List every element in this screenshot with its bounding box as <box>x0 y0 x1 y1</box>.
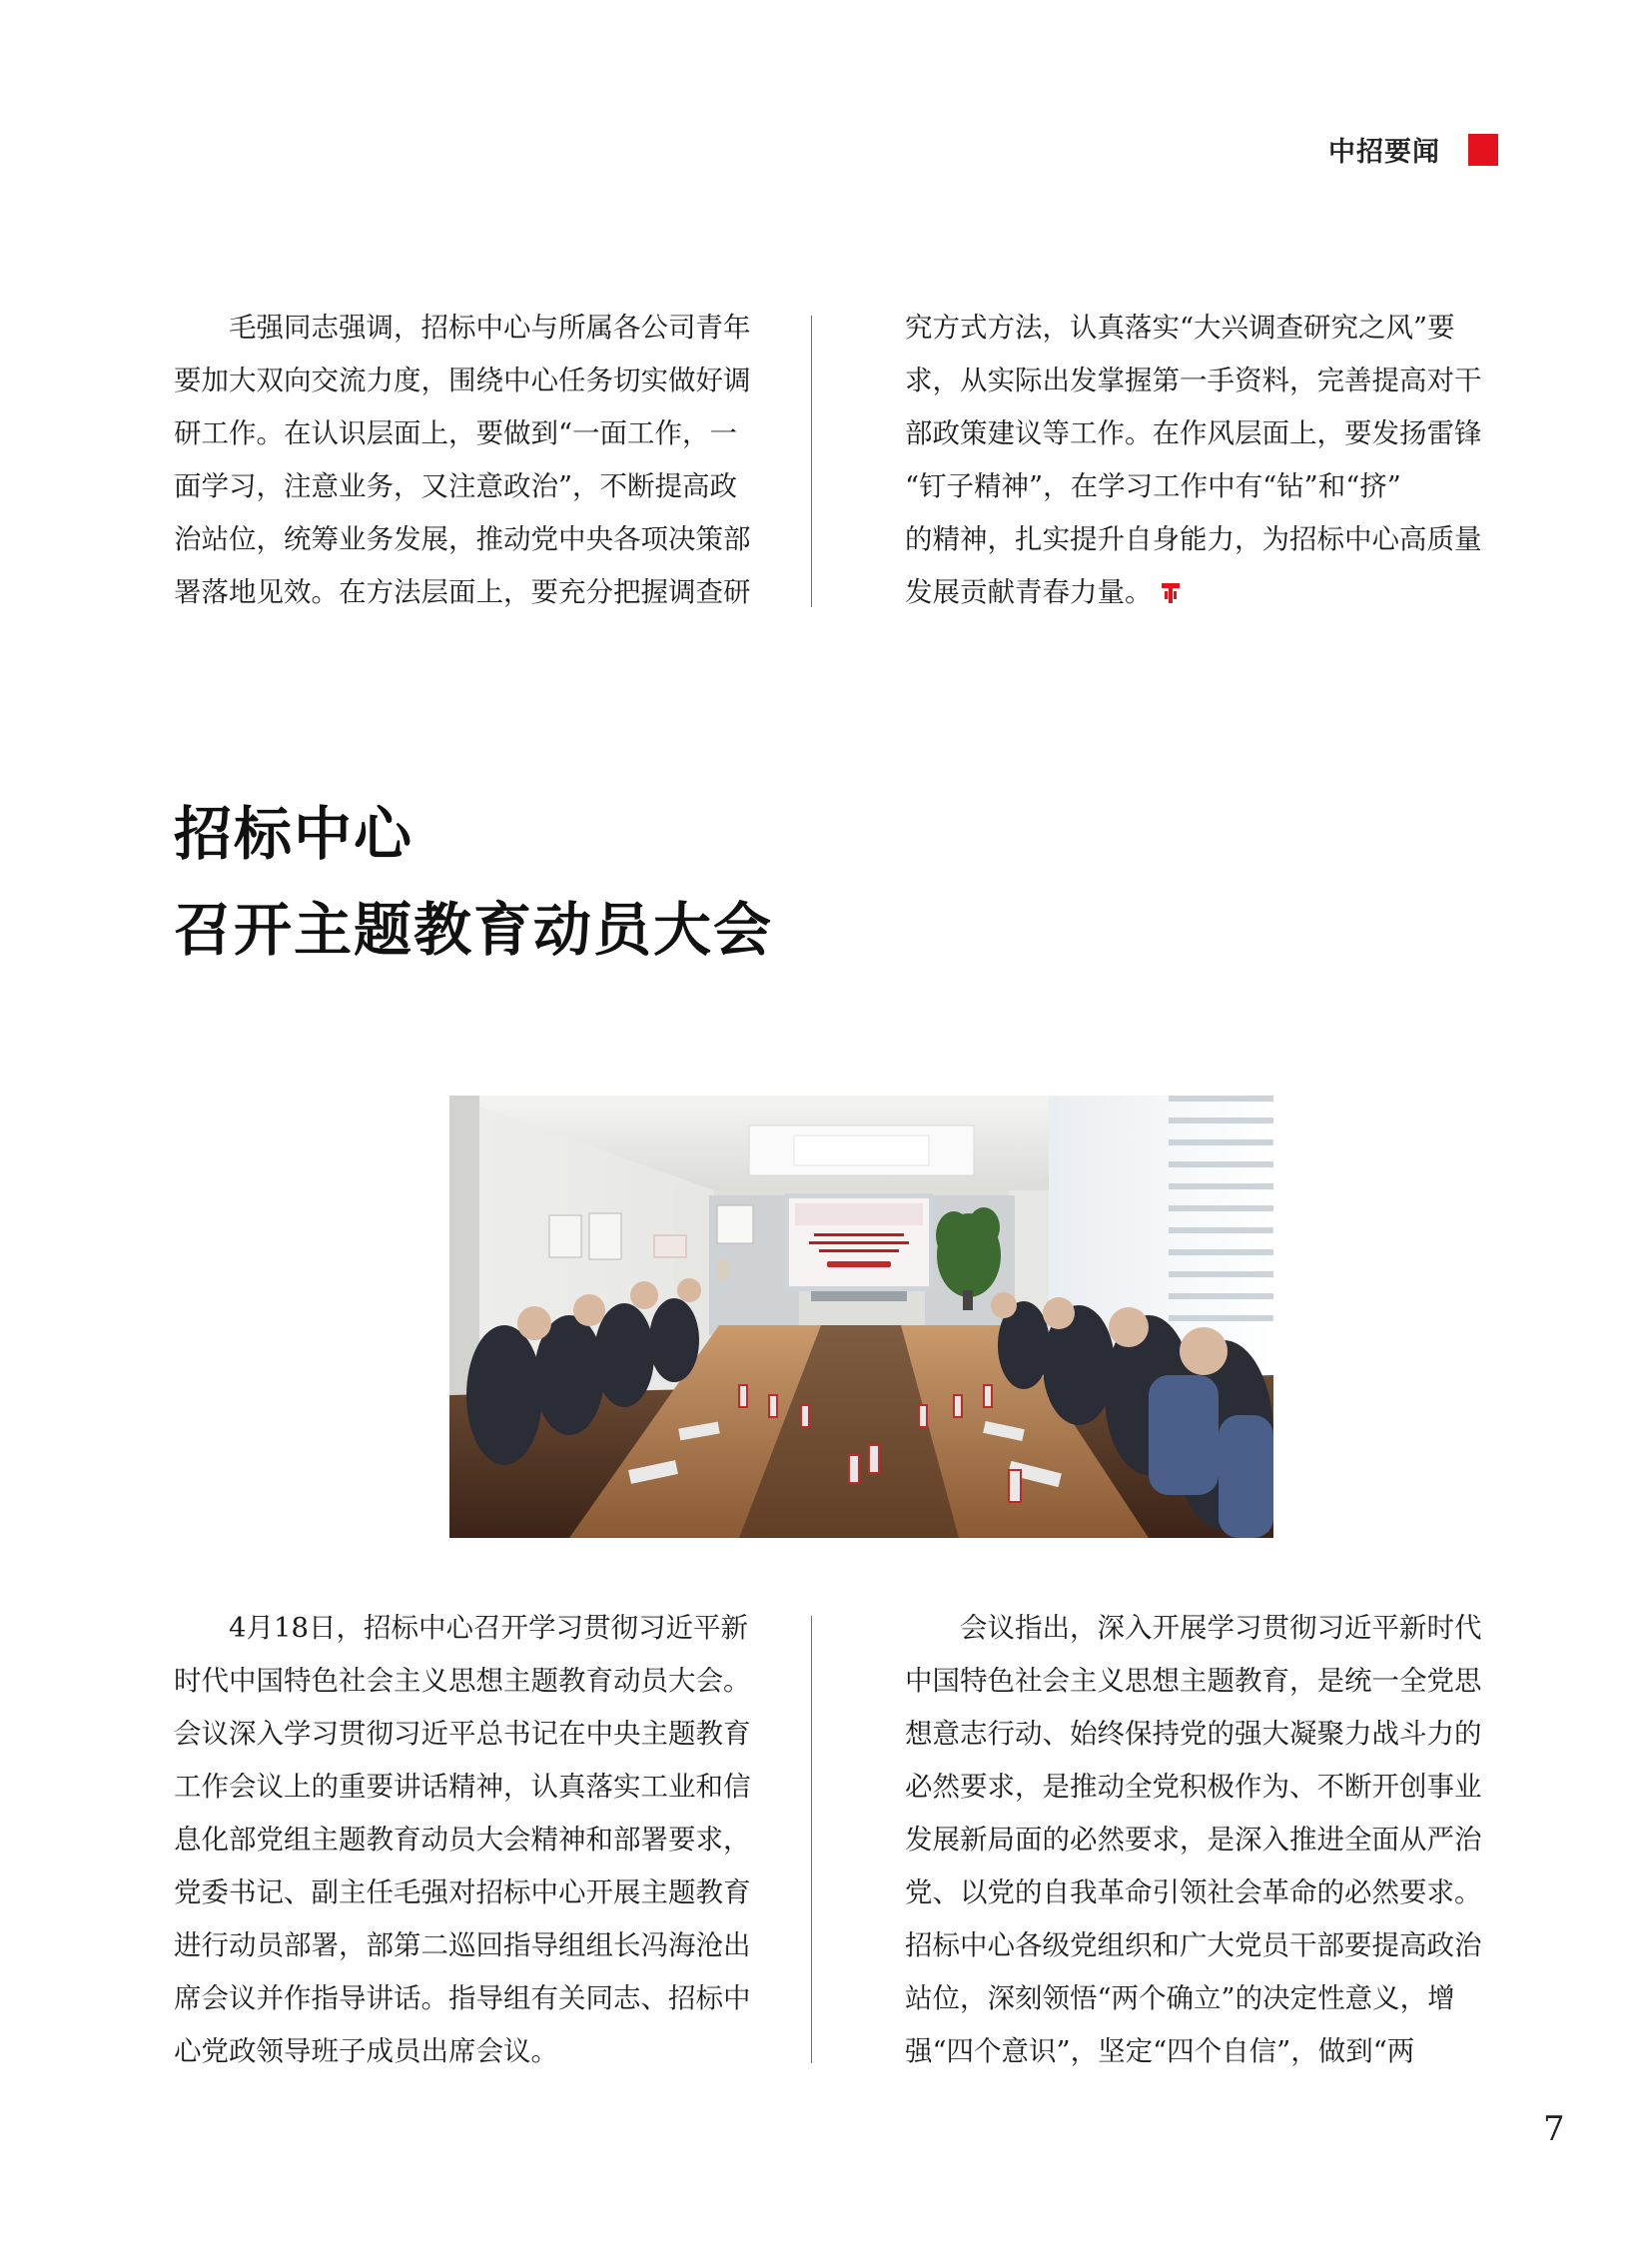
text-line: 心党政领导班子成员出席会议。 <box>174 2035 558 2067</box>
section-tag: 中招要闻 <box>1328 137 1440 168</box>
text-line-content: 发展贡献青春力量。 <box>905 576 1153 608</box>
text-line: 席会议并作指导讲话。指导组有关同志、招标中 <box>174 1982 751 2014</box>
top-article-left-column <box>174 302 771 619</box>
text-line: 会议深入学习贯彻习近平总书记在中央主题教育 <box>174 1718 751 1750</box>
text-line: “钉子精神”，在学习工作中有“钻”和“挤” <box>905 470 1401 502</box>
text-line: 时代中国特色社会主义思想主题教育动员大会。 <box>174 1665 751 1697</box>
text-line: 中国特色社会主义思想主题教育，是统一全党思 <box>905 1665 1482 1697</box>
text-line: 4月18日，招标中心召开学习贯彻习近平新 <box>229 1612 748 1644</box>
text-line: 部政策建议等工作。在作风层面上，要发扬雷锋 <box>905 417 1482 449</box>
article-title-line-2: 召开主题教育动员大会 <box>174 896 774 964</box>
text-line: 要加大双向交流力度，围绕中心任务切实做好调 <box>174 365 751 396</box>
text-line: 党委书记、副主任毛强对招标中心开展主题教育 <box>174 1876 751 1908</box>
meeting-room-photo <box>449 1096 1273 1538</box>
section-accent-mark <box>1468 134 1498 166</box>
text-line: 求，从实际出发掌握第一手资料，完善提高对干 <box>905 365 1482 396</box>
text-line: 研工作。在认识层面上，要做到“一面工作，一 <box>174 417 738 449</box>
column-divider <box>811 1616 812 2063</box>
text-line: 党、以党的自我革命引领社会革命的必然要求。 <box>905 1876 1482 1908</box>
text-line: 的精神，扎实提升自身能力，为招标中心高质量 <box>905 523 1482 555</box>
text-line: 息化部党组主题教育动员大会精神和部署要求， <box>174 1824 751 1856</box>
text-line: 想意志行动、始终保持党的强大凝聚力战斗力的 <box>905 1718 1482 1750</box>
text-line: 进行动员部署，部第二巡回指导组组长冯海沧出 <box>174 1929 751 1961</box>
page-number: 7 <box>1543 2109 1565 2149</box>
text-line: 工作会议上的重要讲话精神，认真落实工业和信 <box>174 1771 751 1803</box>
text-line: 治站位，统筹业务发展，推动党中央各项决策部 <box>174 523 751 555</box>
text-line <box>905 566 1502 619</box>
text-line: 招标中心各级党组织和广大党员干部要提高政治 <box>905 1929 1482 1961</box>
text-line: 强“四个意识”，坚定“四个自信”，做到“两 <box>905 2035 1415 2067</box>
text-line: 必然要求，是推动全党积极作为、不断开创事业 <box>905 1771 1482 1803</box>
article-right-column <box>905 1602 1502 2078</box>
publication-logo-icon <box>1159 570 1183 596</box>
column-divider <box>811 316 812 607</box>
article-title-line-1: 招标中心 <box>174 800 414 868</box>
text-line: 毛强同志强调，招标中心与所属各公司青年 <box>229 312 751 344</box>
text-line: 究方式方法，认真落实“大兴调查研究之风”要 <box>905 312 1455 344</box>
text-line: 会议指出，深入开展学习贯彻习近平新时代 <box>960 1612 1482 1644</box>
article-left-column <box>174 1602 771 2078</box>
text-line: 站位，深刻领悟“两个确立”的决定性意义，增 <box>905 1982 1455 2014</box>
top-article-right-column <box>905 302 1502 619</box>
text-line: 面学习，注意业务，又注意政治”，不断提高政 <box>174 470 738 502</box>
text-line: 署落地见效。在方法层面上，要充分把握调查研 <box>174 576 751 608</box>
text-line: 发展新局面的必然要求，是深入推进全面从严治 <box>905 1824 1482 1856</box>
